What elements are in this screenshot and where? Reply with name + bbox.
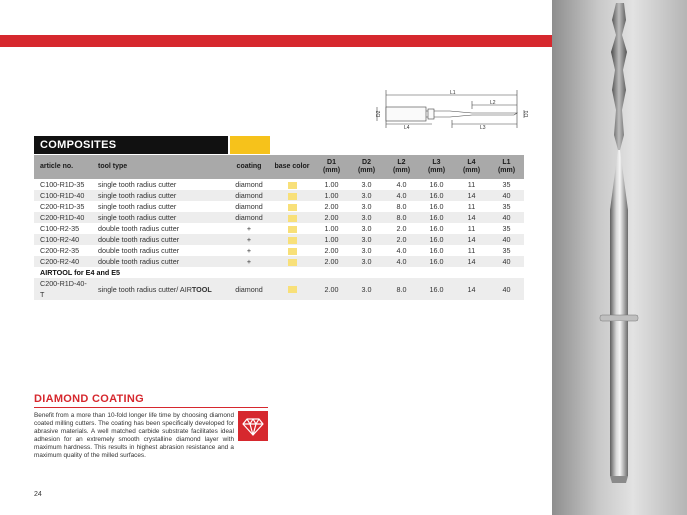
cell-l1: 40 xyxy=(489,190,524,201)
cell-l3: 16.0 xyxy=(429,224,444,233)
cell-d1: 1.00 xyxy=(314,234,349,245)
header-tool-type: tool type xyxy=(92,155,228,179)
cell-article: C100-R1D-40 xyxy=(34,190,92,201)
cell-base-color xyxy=(270,190,314,201)
cell-tool-type: double tooth radius cutter xyxy=(92,234,228,245)
header-d1-label: D1 xyxy=(327,159,336,166)
cell-d2: 3.0 xyxy=(361,180,372,189)
cell-tool-type xyxy=(92,278,228,300)
cell-l2: 2.0 xyxy=(384,234,419,245)
diagram-d1-label: D1 xyxy=(524,110,530,117)
header-l4-label: L4 xyxy=(467,159,476,166)
header-l3-unit: (mm) xyxy=(427,167,446,174)
cell-base-color xyxy=(270,179,314,190)
header-coating: coating xyxy=(228,155,270,179)
diamond-coating-title: DIAMOND COATING xyxy=(34,393,145,405)
header-l1-label: L1 xyxy=(502,159,511,166)
header-d1 xyxy=(314,155,349,179)
header-article: article no. xyxy=(34,155,92,179)
header-d2-unit: (mm) xyxy=(357,167,376,174)
diagram-l3-label: L3 xyxy=(480,125,486,130)
header-d1-unit: (mm) xyxy=(322,167,341,174)
cell-l2: 8.0 xyxy=(384,212,419,223)
cell-article: C200-R1D-35 xyxy=(40,202,85,211)
cell-d2: 3.0 xyxy=(361,224,372,233)
cell-article: C200-R2-40 xyxy=(34,256,92,267)
page-number: 24 xyxy=(34,491,42,498)
cell-l1: 35 xyxy=(502,180,511,189)
color-swatch xyxy=(288,204,297,211)
color-swatch xyxy=(288,237,297,244)
cell-d1: 2.00 xyxy=(324,246,339,255)
cell-l1: 40 xyxy=(489,256,524,267)
category-color-tab xyxy=(230,136,270,154)
cell-l3: 16.0 xyxy=(429,202,444,211)
cell-article: C100-R2-40 xyxy=(34,234,92,245)
cell-l3: 16.0 xyxy=(429,246,444,255)
milling-cutter-image xyxy=(552,0,687,515)
cell-l4: 14 xyxy=(454,234,489,245)
cell-coating: + xyxy=(228,256,270,267)
cell-coating: + xyxy=(246,224,252,233)
diamond-icon-graphic xyxy=(238,411,268,441)
table-row xyxy=(34,179,524,190)
cell-l3: 16.0 xyxy=(419,234,454,245)
cell-d2: 3.0 xyxy=(349,212,384,223)
cell-l1: 40 xyxy=(489,234,524,245)
cell-l2: 4.0 xyxy=(396,246,407,255)
cell-d1: 1.00 xyxy=(324,224,339,233)
cell-l3: 16.0 xyxy=(419,278,454,300)
header-l2 xyxy=(384,155,419,179)
color-swatch xyxy=(288,215,297,222)
table-row xyxy=(34,190,524,201)
table-row xyxy=(34,223,524,234)
cell-tool-type: single tooth radius cutter xyxy=(98,202,177,211)
cell-base-color xyxy=(270,234,314,245)
tool-dimension-diagram xyxy=(372,88,532,130)
header-l4-unit: (mm) xyxy=(462,167,481,174)
tool-type-bold: TOOL xyxy=(191,284,212,294)
cell-coating: diamond xyxy=(228,212,270,223)
cell-d2: 3.0 xyxy=(349,278,384,300)
diagram-l4-label: L4 xyxy=(404,125,410,130)
header-l3-label: L3 xyxy=(432,159,441,166)
cell-l2: 8.0 xyxy=(396,202,407,211)
header-d2 xyxy=(349,155,384,179)
cell-coating: + xyxy=(246,246,252,255)
cell-base-color xyxy=(270,223,314,234)
cell-d1: 2.00 xyxy=(314,256,349,267)
diamond-icon xyxy=(238,411,268,441)
header-l2-unit: (mm) xyxy=(392,167,411,174)
header-l1-unit: (mm) xyxy=(497,167,516,174)
cell-d2: 3.0 xyxy=(349,190,384,201)
cell-l4: 11 xyxy=(467,246,476,255)
cell-tool-type: single tooth radius cutter xyxy=(92,190,228,201)
cell-coating: diamond xyxy=(235,202,263,211)
table-row xyxy=(34,201,524,212)
table-row xyxy=(34,278,524,300)
product-spec-table xyxy=(34,155,524,300)
cell-tool-type: double tooth radius cutter xyxy=(98,224,180,233)
color-swatch xyxy=(288,182,297,189)
cell-article: C200-R1D-40 xyxy=(34,212,92,223)
header-d2-label: D2 xyxy=(362,159,371,166)
table-row xyxy=(34,245,524,256)
cell-l2: 4.0 xyxy=(384,190,419,201)
diagram-l2-label: L2 xyxy=(490,100,496,106)
cell-l4: 11 xyxy=(467,180,476,189)
cell-l3: 16.0 xyxy=(419,256,454,267)
color-swatch xyxy=(288,193,297,200)
section-title: AIRTOOL for E4 and E5 xyxy=(40,268,121,277)
cell-l1: 35 xyxy=(502,224,511,233)
cell-coating: diamond xyxy=(228,190,270,201)
cell-l1: 35 xyxy=(502,246,511,255)
top-red-band xyxy=(0,35,552,47)
cell-l2: 8.0 xyxy=(384,278,419,300)
cell-d1: 2.00 xyxy=(324,202,339,211)
cell-l4: 14 xyxy=(454,278,489,300)
header-l2-label: L2 xyxy=(397,159,406,166)
cell-l3: 16.0 xyxy=(419,212,454,223)
cell-l3: 16.0 xyxy=(429,180,444,189)
cell-base-color xyxy=(270,278,314,300)
cell-coating: diamond xyxy=(228,278,270,300)
cell-l4: 11 xyxy=(467,202,476,211)
header-l1 xyxy=(489,155,524,179)
color-swatch xyxy=(288,259,297,266)
cell-base-color xyxy=(270,245,314,256)
cell-d2: 3.0 xyxy=(361,202,372,211)
color-swatch xyxy=(288,286,297,293)
cell-article: C200-R2-35 xyxy=(40,246,80,255)
cell-coating: + xyxy=(228,234,270,245)
cell-tool-type: single tooth radius cutter xyxy=(98,180,177,189)
category-header: COMPOSITES xyxy=(34,136,228,154)
cell-l1: 40 xyxy=(489,212,524,223)
cell-l4: 11 xyxy=(467,224,476,233)
cell-l4: 14 xyxy=(454,256,489,267)
table-header-row xyxy=(34,155,524,179)
cell-d1: 1.00 xyxy=(324,180,339,189)
cell-d1: 1.00 xyxy=(314,190,349,201)
cell-d1: 2.00 xyxy=(314,278,349,300)
cell-article: C100-R1D-35 xyxy=(40,180,85,189)
cell-l3: 16.0 xyxy=(419,190,454,201)
color-swatch xyxy=(288,248,297,255)
header-base-color: base color xyxy=(270,155,314,179)
cell-d2: 3.0 xyxy=(349,256,384,267)
table-row xyxy=(34,234,524,245)
cell-article: C100-R2-35 xyxy=(40,224,80,233)
cell-article: C200-R1D-40-T xyxy=(34,278,92,300)
diamond-coating-description: Benefit from a more than 10-fold longer life time by choosing diamond coated milling cutters. The coating has been specifically developed for abrasive materials. A well matched carbide substrate facilitates ideal adhesion for an extremely smooth crystalline diamond layer with maximum hardness. This results in highest abrasion resistance and a maximum quality of the milled surfaces. xyxy=(34,412,234,460)
header-l3 xyxy=(419,155,454,179)
cell-base-color xyxy=(270,256,314,267)
product-photo-panel xyxy=(552,0,687,515)
diagram-d2-label: D2 xyxy=(376,110,382,117)
cell-d1: 2.00 xyxy=(314,212,349,223)
section-row-airtool xyxy=(34,267,524,278)
color-swatch xyxy=(288,226,297,233)
cell-l4: 14 xyxy=(454,190,489,201)
cell-l2: 2.0 xyxy=(396,224,407,233)
cell-l2: 4.0 xyxy=(396,180,407,189)
cell-l2: 4.0 xyxy=(384,256,419,267)
diamond-coating-divider xyxy=(34,407,268,408)
cell-coating: diamond xyxy=(235,180,263,189)
cell-base-color xyxy=(270,212,314,223)
table-row xyxy=(34,212,524,223)
table-row xyxy=(34,256,524,267)
cell-tool-type: single tooth radius cutter xyxy=(92,212,228,223)
header-l4 xyxy=(454,155,489,179)
diagram-l1-label: L1 xyxy=(450,90,456,96)
tool-type-prefix: single tooth radius cutter/ AIR xyxy=(98,284,192,294)
cell-l4: 14 xyxy=(454,212,489,223)
cell-tool-type: double tooth radius cutter xyxy=(92,256,228,267)
cell-tool-type: double tooth radius cutter xyxy=(98,246,180,255)
cell-d2: 3.0 xyxy=(361,246,372,255)
cell-base-color xyxy=(270,201,314,212)
cell-d2: 3.0 xyxy=(349,234,384,245)
cell-l1: 40 xyxy=(489,278,524,300)
cell-l1: 35 xyxy=(502,202,511,211)
